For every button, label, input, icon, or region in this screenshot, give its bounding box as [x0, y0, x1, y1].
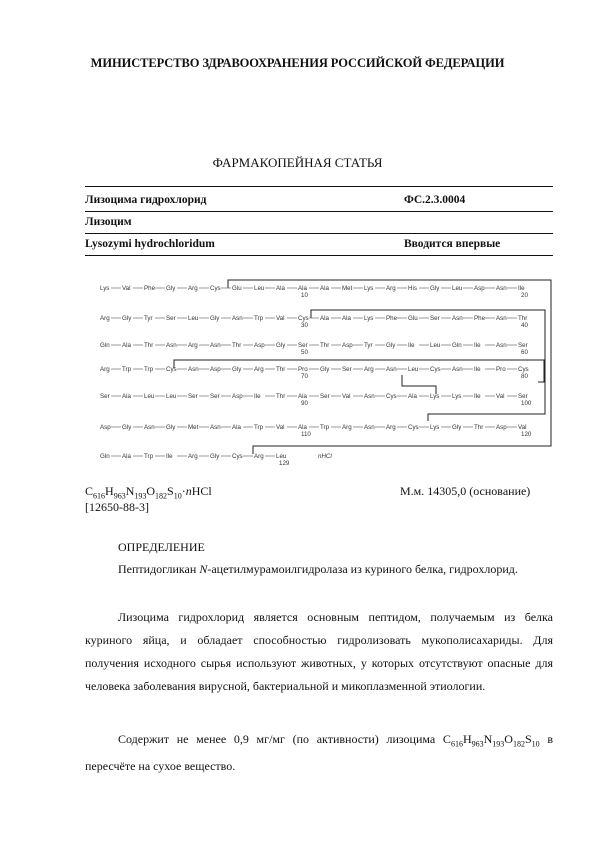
amino-acid-residue: Trp	[254, 315, 264, 322]
amino-acid-residue: Thr	[474, 424, 484, 431]
disulfide-bond-64-80	[174, 360, 544, 382]
amino-acid-residue: Lys	[364, 285, 374, 292]
formula-part: 616	[450, 739, 463, 749]
disulfide-bond-76-94	[402, 375, 436, 394]
amino-acid-residue: Leu	[408, 366, 419, 373]
residue-number: 20	[521, 292, 528, 299]
amino-acid-residue: Leu	[452, 285, 463, 292]
section-heading-definition: ОПРЕДЕЛЕНИЕ	[118, 540, 205, 554]
amino-acid-residue: Cys	[166, 366, 177, 373]
formula-part: S	[524, 732, 532, 746]
amino-acid-residue: Asp	[210, 366, 221, 373]
amino-acid-residue: Gly	[276, 342, 286, 349]
amino-acid-residue: Ser	[298, 342, 308, 349]
amino-acid-residue: Ser	[166, 315, 176, 322]
amino-acid-residue: Thr	[320, 342, 330, 349]
molecular-formula-inline	[442, 732, 540, 749]
amino-acid-residue: Thr	[276, 393, 286, 400]
amino-acid-residue: Gly	[122, 424, 132, 431]
amino-acid-residue: Ala	[298, 285, 307, 292]
amino-acid-residue: Ile	[474, 393, 481, 400]
amino-acid-residue: Ile	[408, 342, 415, 349]
amino-acid-residue: Val	[276, 424, 285, 431]
amino-acid-residue: Ala	[408, 393, 417, 400]
amino-acid-residue: Asn	[144, 424, 155, 431]
amino-acid-residue: Asn	[386, 366, 397, 373]
amino-acid-residue: Ala	[320, 315, 329, 322]
ministry-heading: МИНИСТЕРСТВО ЗДРАВООХРАНЕНИЯ РОССИЙСКОЙ ФЕДЕРАЦИИ	[90, 56, 505, 70]
amino-acid-residue: Ser	[188, 393, 198, 400]
amino-acid-residue: Arg	[364, 366, 374, 373]
amino-acid-residue: Ser	[342, 366, 352, 373]
molecular-mass: М.м. 14305,0 (основание)	[400, 484, 531, 498]
amino-acid-residue: Trp	[254, 424, 264, 431]
formula-part: 963	[471, 739, 484, 749]
formula-part: HCl	[191, 484, 212, 498]
amino-acid-residue: Asp	[496, 424, 507, 431]
amino-acid-residue: Asn	[364, 424, 375, 431]
amino-acid-residue: Asn	[364, 393, 375, 400]
residue-number: 40	[521, 322, 528, 329]
amino-acid-residue: Phe	[474, 315, 486, 322]
amino-acid-residue: Ala	[122, 453, 131, 460]
italic-n: N	[199, 562, 208, 576]
residue-number: 90	[301, 400, 308, 407]
amino-acid-residue: Asn	[452, 366, 463, 373]
residue-number: 70	[301, 373, 308, 380]
amino-acid-residue: Thr	[232, 342, 242, 349]
amino-acid-residue: Gly	[122, 315, 132, 322]
amino-acid-residue: Gly	[320, 366, 330, 373]
amino-acid-residue: Ala	[298, 424, 307, 431]
amino-acid-residue: Ala	[122, 342, 131, 349]
amino-acid-residue: Trp	[122, 366, 132, 373]
amino-acid-residue: Ala	[298, 393, 307, 400]
amino-acid-residue: Trp	[144, 366, 154, 373]
amino-acid-residue: Trp	[144, 453, 154, 460]
residue-number: 110	[301, 431, 311, 438]
amino-acid-residue: Cys	[386, 393, 397, 400]
amino-acid-residue: Ile	[254, 393, 261, 400]
amino-acid-residue: Trp	[320, 424, 330, 431]
amino-acid-residue: Arg	[386, 285, 396, 292]
amino-acid-residue: Leu	[276, 453, 287, 460]
residue-number: 10	[301, 292, 308, 299]
monograph-name-ru: Лизоцима гидрохлорид	[85, 194, 207, 206]
amino-acid-residue: Ser	[518, 393, 528, 400]
amino-acid-residue: Ser	[518, 342, 528, 349]
formula-part: N	[125, 484, 135, 498]
amino-acid-residue: Asn	[232, 315, 243, 322]
amino-acid-residue: Asn	[210, 342, 221, 349]
amino-acid-residue: Phe	[144, 285, 156, 292]
amino-acid-residue: Gly	[452, 424, 462, 431]
amino-acid-residue: Ala	[276, 285, 285, 292]
formula-part: 616	[93, 491, 106, 501]
amino-acid-residue: His	[408, 285, 417, 292]
formula-part: 182	[155, 491, 168, 501]
amino-acid-residue: Arg	[188, 342, 198, 349]
amino-acid-residue: Met	[342, 285, 353, 292]
amino-acid-residue: Cys	[298, 315, 309, 322]
cas-number: [12650-88-3]	[85, 500, 149, 514]
amino-acid-residue: Lys	[364, 315, 374, 322]
residue-number: 60	[521, 349, 528, 356]
molecular-formula	[85, 484, 212, 500]
formula-part: 10	[531, 739, 540, 749]
formula-part: C	[442, 732, 451, 746]
amino-acid-residue: Gly	[430, 285, 440, 292]
amino-acid-residue: Tyr	[364, 342, 373, 349]
amino-acid-residue: Arg	[188, 285, 198, 292]
amino-acid-residue: Ala	[320, 285, 329, 292]
amino-acid-residue: Arg	[386, 424, 396, 431]
document-type-title: ФАРМАКОПЕЙНАЯ СТАТЬЯ	[212, 155, 383, 170]
amino-acid-residue: Asn	[496, 285, 507, 292]
amino-acid-residue: Lys	[100, 285, 110, 292]
amino-acid-residue: Arg	[254, 366, 264, 373]
amino-acid-residue: Ile	[518, 285, 525, 292]
amino-acid-residue: Glu	[408, 315, 418, 322]
amino-acid-residue: Asp	[474, 285, 485, 292]
amino-acid-residue: Val	[122, 285, 131, 292]
monograph-name-latin: Lysozymi hydrochloridum	[85, 238, 215, 250]
amino-acid-residue: Leu	[188, 315, 199, 322]
amino-acid-residue: Gly	[386, 342, 396, 349]
amino-acid-residue: Lys	[430, 424, 440, 431]
amino-acid-residue: Asn	[166, 342, 177, 349]
amino-acid-residue: Asp	[254, 342, 265, 349]
formula-part: O	[504, 732, 513, 746]
amino-acid-residue: Gly	[210, 453, 220, 460]
hydrochloride-suffix: nHCl	[318, 453, 332, 460]
formula-part: ·	[181, 484, 186, 498]
formula-part: H	[105, 484, 114, 498]
amino-acid-residue: Ser	[320, 393, 330, 400]
amino-acid-residue: Asp	[100, 424, 111, 431]
amino-acid-residue: Thr	[144, 342, 154, 349]
amino-acid-residue: Arg	[188, 453, 198, 460]
amino-acid-residue: Val	[518, 424, 527, 431]
amino-acid-residue: Gly	[166, 424, 176, 431]
formula-part: O	[146, 484, 156, 498]
formula-part: 963	[113, 491, 126, 501]
amino-acid-residue: Gln	[100, 453, 110, 460]
residue-number: 80	[521, 373, 528, 380]
amino-acid-residue: Gly	[166, 285, 176, 292]
formula-part: S	[167, 484, 174, 498]
amino-acid-residue: Arg	[342, 424, 352, 431]
amino-acid-residue: Arg	[100, 366, 110, 373]
monograph-code: ФС.2.3.0004	[404, 194, 466, 206]
formula-part: H	[462, 732, 472, 746]
amino-acid-residue: Leu	[144, 393, 155, 400]
monograph-synonym: Лизоцим	[85, 216, 132, 228]
amino-acid-residue: Asn	[496, 315, 507, 322]
amino-acid-residue: Gly	[232, 366, 242, 373]
definition-paragraph-3: Содержит не менее 0,9 мг/мг (по активности) лизоцима $C_{616}H_{963}N_{193}O_{182}S_{10}$ в пересчёте на сухое вещество.	[85, 732, 553, 774]
amino-acid-residue: Asn	[496, 342, 507, 349]
amino-acid-residue: Ala	[342, 315, 351, 322]
amino-acid-residue: Lys	[430, 393, 440, 400]
amino-acid-residue: Leu	[430, 342, 441, 349]
amino-acid-residue: Ala	[122, 393, 131, 400]
amino-acid-residue: Asp	[342, 342, 353, 349]
formula-part: 193	[134, 491, 147, 501]
amino-acid-residue: Pro	[496, 366, 506, 373]
amino-acid-residue: Met	[188, 424, 199, 431]
amino-acid-residue: Cys	[232, 453, 243, 460]
amino-acid-residue: Cys	[430, 366, 441, 373]
formula-part: 193	[492, 739, 505, 749]
definition-paragraph-1: Пептидогликан N-ацетилмурамоилгидролаза из куриного белка, гидрохлорид.	[118, 562, 518, 576]
amino-acid-residue: Ser	[430, 315, 440, 322]
amino-acid-residue: Asn	[452, 315, 463, 322]
amino-acid-residue: Leu	[254, 285, 265, 292]
residue-number: 100	[521, 400, 532, 407]
amino-acid-residue: Arg	[254, 453, 264, 460]
amino-acid-residue: Cys	[518, 366, 529, 373]
amino-acid-residue: Lys	[452, 393, 462, 400]
amino-acid-residue: Val	[342, 393, 351, 400]
amino-acid-residue: Gly	[210, 315, 220, 322]
residue-number: 129	[279, 460, 290, 467]
residue-number: 120	[521, 431, 532, 438]
amino-acid-residue: Ile	[474, 366, 481, 373]
amino-acid-residue: Leu	[166, 393, 177, 400]
amino-acid-residue: Cys	[408, 424, 419, 431]
amino-acid-residue: Glu	[232, 285, 242, 292]
formula-part: N	[483, 732, 493, 746]
amino-acid-residue: Ile	[474, 342, 481, 349]
amino-acid-residue: Gln	[100, 342, 110, 349]
amino-acid-residue: Tyr	[144, 315, 153, 322]
residue-number: 30	[301, 322, 308, 329]
amino-acid-residue: Asn	[210, 424, 221, 431]
residue-number: 50	[301, 349, 308, 356]
amino-acid-residue: Ala	[232, 424, 241, 431]
amino-acid-residue: Arg	[100, 315, 110, 322]
formula-part: 10	[173, 491, 182, 501]
amino-acid-residue: Ser	[100, 393, 110, 400]
amino-acid-residue: Thr	[276, 366, 286, 373]
amino-acid-residue: Cys	[210, 285, 221, 292]
amino-acid-residue: Phe	[386, 315, 398, 322]
definition-paragraph-2: Лизоцима гидрохлорид является основным пептидом, получаемым из белка куриного яйца, и обладает способностью гидролизовать мукополисахариды. Для получения исходного сырья используют животных, у которых отсутствуют опасные для человека заболевания вирусной, бактериальной и микоплазменной этиологии.	[85, 610, 553, 693]
amino-acid-residue: Gln	[452, 342, 462, 349]
amino-acid-residue: Asp	[232, 393, 243, 400]
amino-acid-residue: Ile	[166, 453, 173, 460]
formula-part: 182	[512, 739, 525, 749]
amino-acid-residue: Ser	[210, 393, 220, 400]
amino-acid-residue: Asn	[188, 366, 199, 373]
monograph-status: Вводится впервые	[404, 238, 501, 250]
amino-acid-residue: Thr	[518, 315, 528, 322]
formula-part: n	[185, 484, 192, 498]
formula-part: C	[85, 484, 94, 498]
amino-acid-residue: Pro	[298, 366, 308, 373]
amino-acid-residue: Val	[496, 393, 505, 400]
amino-acid-residue: Val	[276, 315, 285, 322]
